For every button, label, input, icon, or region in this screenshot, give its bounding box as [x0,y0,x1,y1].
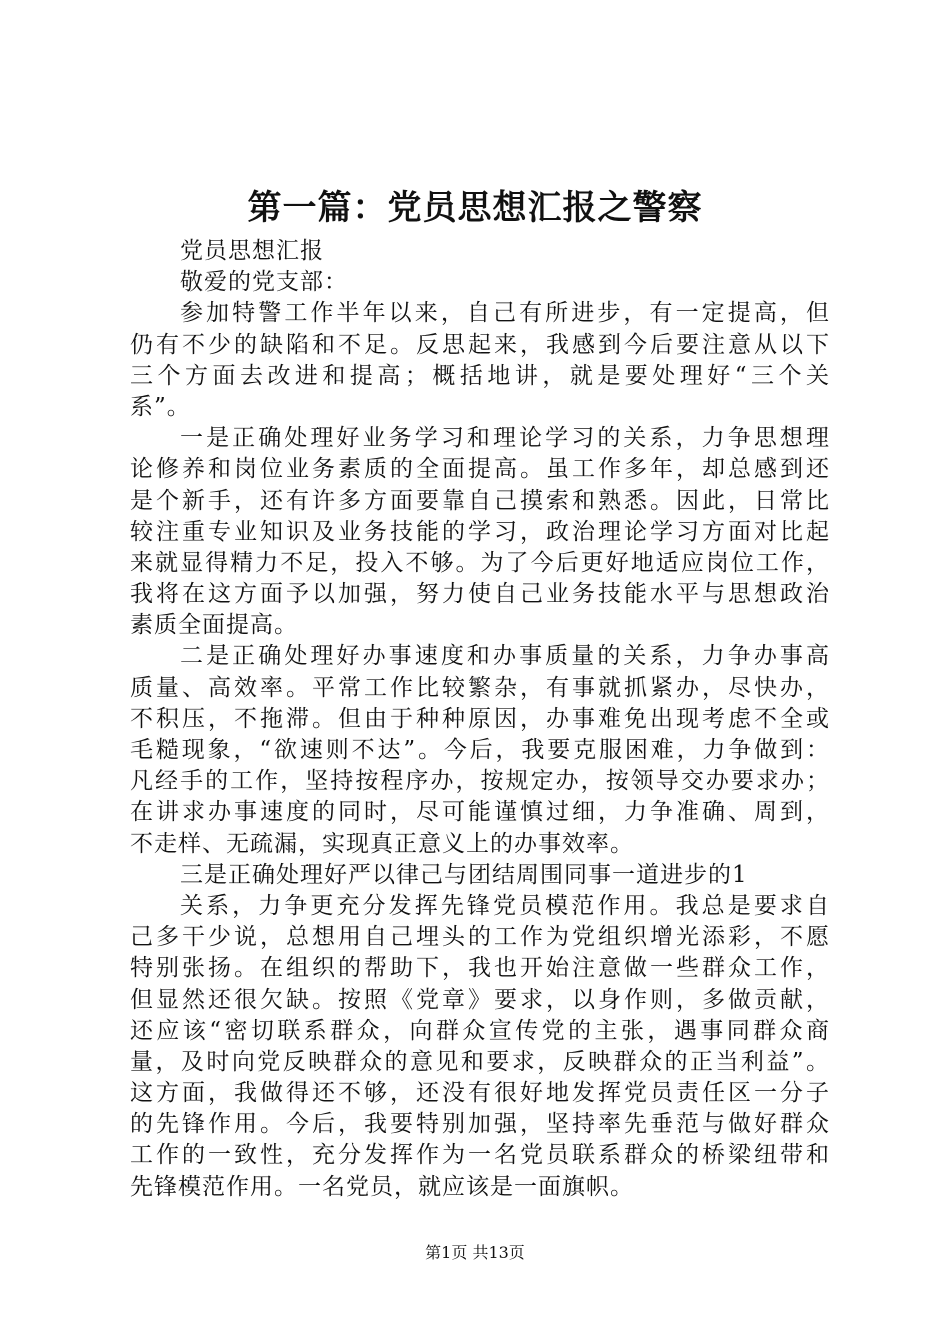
text-line: 不走样、无疏漏，实现真正意义上的办事效率。 [130,830,634,857]
text-line: 不积压，不拖滞。但由于种种原因，办事难免出现考虑不全或 [130,705,830,732]
text-line: 先锋模范作用。一名党员，就应该是一面旗帜。 [130,1173,634,1200]
text-line: 一是正确处理好业务学习和理论学习的关系，力争思想理 [180,425,830,452]
text-line: 工作的一致性，充分发挥作为一名党员联系群众的桥梁纽带和 [130,1142,830,1169]
text-line: 较注重专业知识及业务技能的学习，政治理论学习方面对比起 [130,518,830,545]
text-line: 我将在这方面予以加强，努力使自己业务技能水平与思想政治 [130,581,830,608]
text-line: 己多干少说，总想用自己埋头的工作为党组织增光添彩，不愿 [130,924,830,951]
text-line: 仍有不少的缺陷和不足。反思起来，我感到今后要注意从以下 [130,331,830,358]
text-line: 党员思想汇报 [180,238,324,264]
text-line: 量，及时向党反映群众的意见和要求，反映群众的正当利益”。 [130,1048,830,1075]
text-line: 凡经手的工作，坚持按程序办，按规定办，按领导交办要求办； [130,768,830,795]
text-line: 论修养和岗位业务素质的全面提高。虽工作多年，却总感到还 [130,456,830,483]
text-line: 敬爱的党支部： [180,269,348,296]
text-line: 三个方面去改进和提高；概括地讲，就是要处理好“三个关 [130,362,830,389]
text-line: 来就显得精力不足，投入不够。为了今后更好地适应岗位工作， [130,549,830,576]
document-title: 第一篇：党员思想汇报之警察 [247,188,703,228]
text-line: 二是正确处理好办事速度和办事质量的关系，力争办事高 [180,643,830,670]
text-line: 但显然还很欠缺。按照《党章》要求，以身作则，多做贡献， [130,986,830,1013]
text-line: 关系，力争更充分发挥先锋党员模范作用。我总是要求自 [180,892,830,919]
text-line: 是个新手，还有许多方面要靠自己摸索和熟悉。因此，日常比 [130,487,830,514]
text-line: 质量、高效率。平常工作比较繁杂，有事就抓紧办，尽快办， [130,674,830,701]
text-line: 特别张扬。在组织的帮助下，我也开始注意做一些群众工作， [130,955,830,982]
text-line: 系”。 [130,393,191,420]
text-line: 毛糙现象，“欲速则不达”。今后，我要克服困难，力争做到： [130,737,830,763]
text-line: 的先锋作用。今后，我要特别加强，坚持率先垂范与做好群众 [130,1111,830,1138]
text-line: 还应该“密切联系群众，向群众宣传党的主张，遇事同群众商 [130,1017,830,1044]
page-footer: 第1页 共13页 [425,1243,525,1262]
document-body [130,236,830,1203]
text-line: 素质全面提高。 [130,612,298,639]
text-line: 三是正确处理好严以律己与团结周围同事一道进步的1 [180,861,748,888]
text-line: 这方面，我做得还不够，还没有很好地发挥党员责任区一分子 [130,1080,830,1107]
text-line: 在讲求办事速度的同时，尽可能谨慎过细，力争准确、周到， [130,799,830,826]
text-line: 参加特警工作半年以来，自己有所进步，有一定提高，但 [180,300,830,327]
